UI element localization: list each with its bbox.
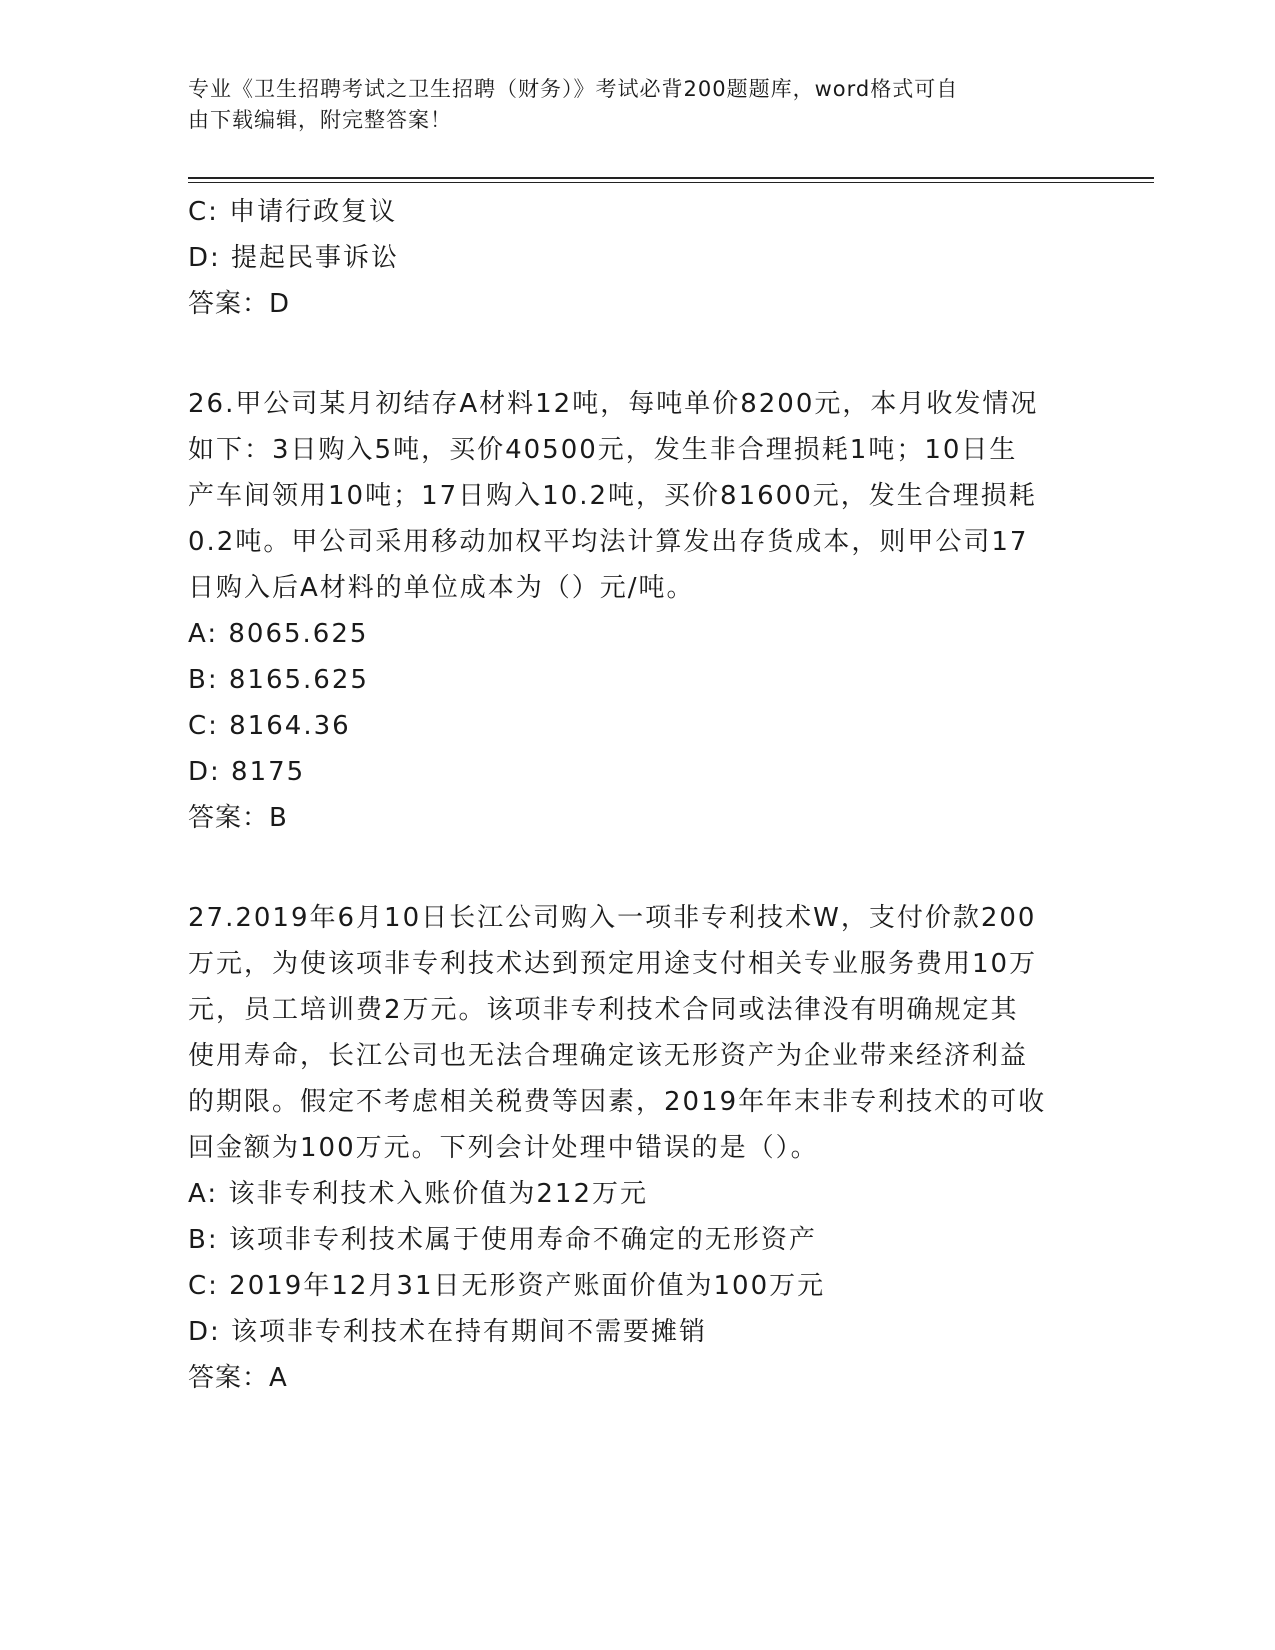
option-c: C: 8164.36 [188,711,351,741]
question-text-line: 使用寿命，长江公司也无法合理确定该无形资产为企业带来经济利益 [188,1041,1029,1071]
question-text-line: 产车间领用10吨；17日购入10.2吨，买价81600元，发生合理损耗 [188,481,1037,511]
option-b: B: 该项非专利技术属于使用寿命不确定的无形资产 [188,1225,817,1255]
previous-question-tail [188,189,1068,327]
question-text-line: 回金额为100万元。下列会计处理中错误的是（）。 [188,1133,819,1163]
option-a: A: 8065.625 [188,619,369,649]
option-c: C: 申请行政复议 [188,197,398,227]
question-text-line: 的期限。假定不考虑相关税费等因素，2019年年末非专利技术的可收 [188,1087,1047,1117]
question-text-line: 万元，为使该项非专利技术达到预定用途支付相关专业服务费用10万 [188,949,1038,979]
header-line-2: 由下载编辑，附完整答案！ [188,108,452,132]
document-header [188,74,1068,136]
question-spacer [188,327,1068,381]
question-text-line: 27.2019年6月10日长江公司购入一项非专利技术W，支付价款200 [188,903,1037,933]
option-b: B: 8165.625 [188,665,369,695]
document-body [188,189,1068,1401]
question-text-line: 日购入后A材料的单位成本为（）元/吨。 [188,573,695,603]
header-rule-thick [188,177,1154,179]
answer-line: 答案：B [188,803,288,833]
question-text-line: 如下：3日购入5吨，买价40500元，发生非合理损耗1吨；10日生 [188,435,1018,465]
option-d: D: 8175 [188,757,306,787]
question-text-line: 元，员工培训费2万元。该项非专利技术合同或法律没有明确规定其 [188,995,1019,1025]
question-text-line: 0.2吨。甲公司采用移动加权平均法计算发出存货成本，则甲公司17 [188,527,1029,557]
header-rule-thin [188,182,1154,183]
answer-line: 答案：A [188,1363,288,1393]
question-26 [188,381,1068,841]
question-text-line: 26.甲公司某月初结存A材料12吨，每吨单价8200元，本月收发情况 [188,389,1039,419]
option-d: D: 提起民事诉讼 [188,243,400,273]
option-d: D: 该项非专利技术在持有期间不需要摊销 [188,1317,708,1347]
option-a: A: 该非专利技术入账价值为212万元 [188,1179,648,1209]
answer-line: 答案：D [188,289,291,319]
question-spacer [188,841,1068,895]
question-27 [188,895,1068,1401]
header-line-1: 专业《卫生招聘考试之卫生招聘（财务）》考试必背200题题库，word格式可自 [188,77,959,101]
option-c: C: 2019年12月31日无形资产账面价值为100万元 [188,1271,826,1301]
